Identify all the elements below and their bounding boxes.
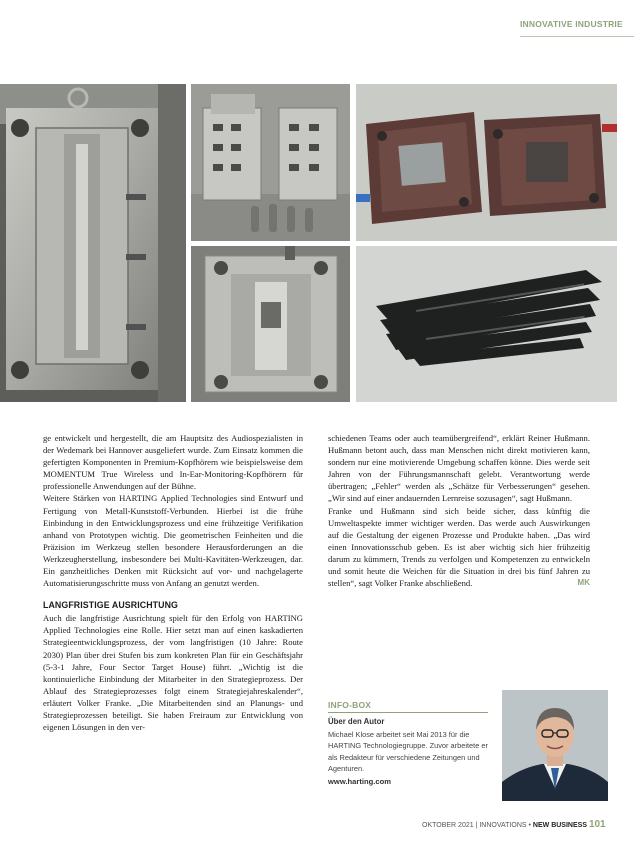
page-footer — [422, 819, 612, 830]
paragraph: ge entwickelt und hergestellt, die am Hauptsitz des Audiospezialisten in der Wedemark bei Hannover ausgeliefert wurde. Zum Einsatz kommen die gefertigten Komponenten in Premium-Kopfhörern wie beispielsweise dem MOMENTUM True Wireless und In-Ear-Monitoring-Kopfhörern für professionelle Anwendungen auf der Bühne. — [43, 433, 303, 492]
page-number: 101 — [588, 819, 606, 830]
info-box-subtitle: Über den Autor — [328, 717, 385, 726]
section-tag: INNOVATIVE INDUSTRIE — [520, 19, 623, 29]
info-box-title: INFO-BOX — [328, 700, 488, 713]
brand-name: NEW BUSINESS — [532, 822, 587, 829]
photo-steel-mold — [191, 246, 350, 402]
section-rule — [520, 36, 634, 37]
section-heading: LANGFRISTIGE AUSRICHTUNG — [43, 600, 179, 611]
website-link[interactable]: www.harting.com — [328, 776, 392, 786]
paragraph — [328, 505, 590, 590]
photo-molded-parts — [356, 246, 617, 402]
photo-copper-molds — [356, 84, 617, 241]
paragraph-text: Franke und Hußmann sind sich beide sicher, dass künftig die Umweltaspekte immer wichtiger werden. Das werde auch Auswirkungen auf die Gestaltung der eigenen Prozesse und Produkte haben. „Das wird einen Innovationsschub geben. Es ist aber wichtig sich hier frühzeitig darum zu kümmern, Trends zu verfolgen und Kompetenzen zu entwickeln und somit heute die Weichen für die Situation in drei bis fünf Jahren zu stellen“, sagt Volker Franke abschließend. — [328, 505, 590, 589]
author-initials: MK — [577, 578, 590, 588]
info-box-text: Michael Klose arbeitet seit Mai 2013 für die HARTING Technologiegruppe. Zuvor arbeitete er als Redakteur für verschiedene Zeitungen und Agenturen. — [328, 730, 488, 774]
paragraph: Auch die langfristige Ausrichtung spielt für den Erfolg von HARTING Applied Technologies eine Rolle. Hier setzt man auf einen kaskadierten Strategieentwicklungsprozess, der vom langfristigen (10 Jahre: Route 2030) Plan über drei Stufen bis zum konkreten Plan für ein Geschäftsjahr (5-3-1 Jahre, Four Sector Target House) führt. „Wichtig ist die kontinuierliche Einbindung der Mitarbeiter in den Strategieprozess. Der Ablauf des Strategieprozesses folgt einem Strategiejahreskalender“, erläutert Volker Franke. „Die Mitarbeitenden sind an Planungs- und Strategieprozessen beteiligt. Sie haben Freiraum zur Entwicklung von eigenen Lösungen in den ver- — [43, 613, 303, 733]
author-portrait — [502, 690, 608, 801]
footer-separator: | — [475, 822, 478, 829]
magazine-name: INNOVATIONS — [479, 822, 527, 829]
photo-mold-inserts — [191, 84, 350, 241]
info-box — [328, 700, 490, 786]
footer-bullet: • — [528, 822, 531, 829]
paragraph: Weitere Stärken von HARTING Applied Technologies sind Entwurf und Fertigung von Metall-Kunststoff-Verbunden. Hierbei ist die frühe Einbindung in den Entwicklungsprozess und eine frühzeitige Verifikation anhand von Prototypen wichtig. Die geometrischen Feinheiten und die Präzision im Werkzeug stellen besondere Herausforderungen an die Werkzeugherstellung, insbesondere bei Multi-Kavitäten-Werkzeugen, dar. Ein ganzheitliches Denken mit Rücksicht auf vor- und nachgelagerte Automatisierungsschritte muss von Anfang an genutzt werden. — [43, 493, 303, 589]
text-column-left — [43, 432, 303, 733]
photo-mold-plate — [0, 84, 186, 402]
issue-date: OKTOBER 2021 — [422, 822, 474, 829]
text-column-right — [328, 432, 590, 589]
paragraph: schiedenen Teams oder auch teamübergreifend“, erklärt Reiner Hußmann. Hußmann betont auch, dass man Menschen nicht direkt motivieren kann, sondern nur eine motivierende Umgebung schaffen könne. Dies werde seit Jahren von der Führungsmannschaft gelebt. Verantwortung werde übertragen; „Fehler“ werden als „Schätze für Verbesserungen“ gesehen. „Wir sind auf einer andauernden Lernreise sozusagen“, sagt Hußmann. — [328, 433, 590, 504]
